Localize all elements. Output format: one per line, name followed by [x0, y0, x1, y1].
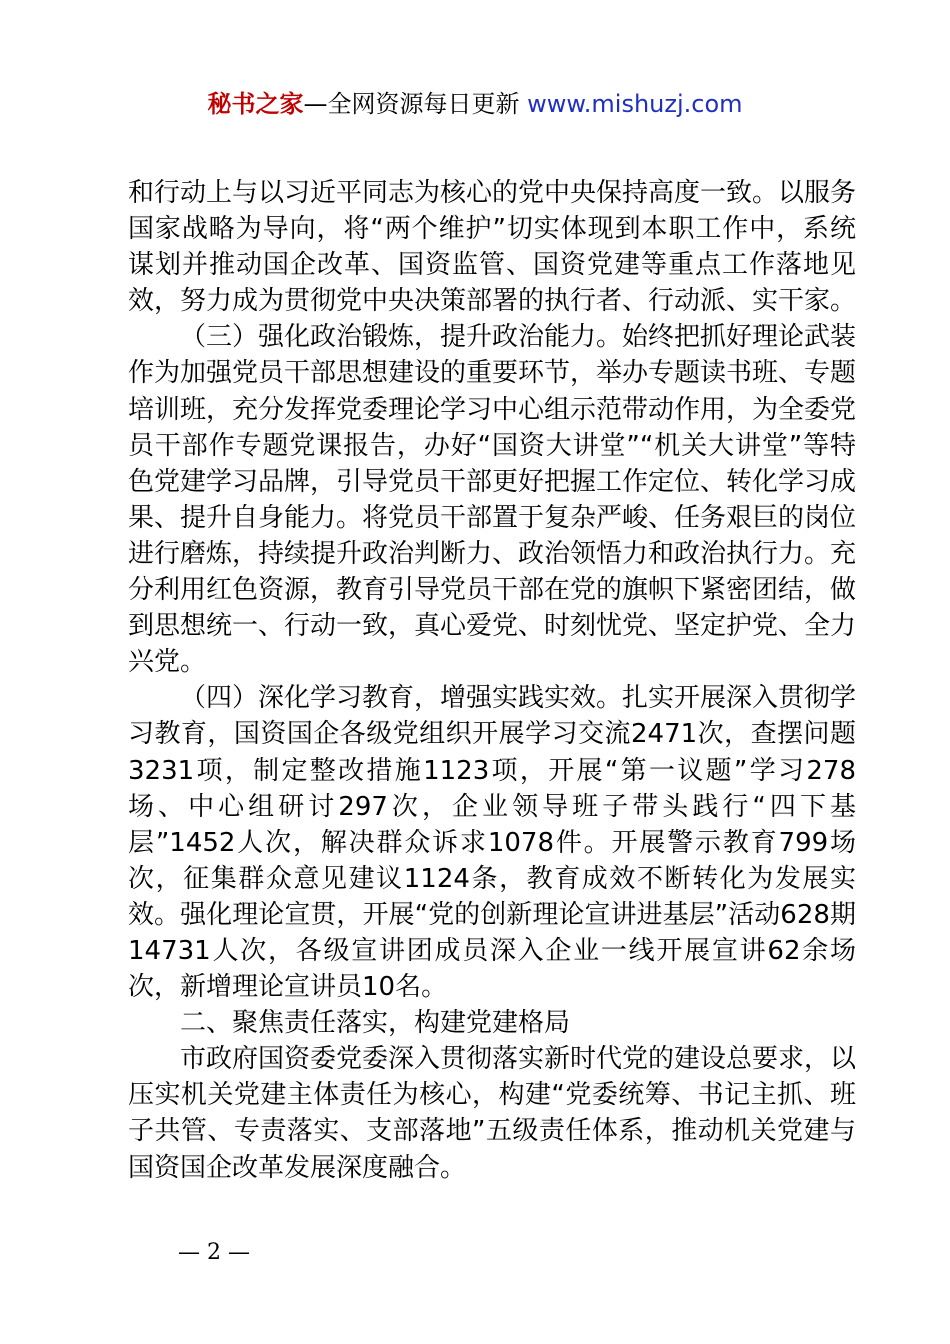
paragraph-section-3: （三）强化政治锻炼，提升政治能力。始终把抓好理论武装作为加强党员干部思想建设的重要环节，举办专题读书班、专题培训班，充分发挥党委理论学习中心组示范带动作用，为全委党员干部作专题党课报告，办好“国资大讲堂”“机关大讲堂”等特色党建学习品牌，引导党员干部更好把握工作定位、转化学习成果、提升自身能力。将党员干部置于复杂严峻、任务艰巨的岗位进行磨炼，持续提升政治判断力、政治领悟力和政治执行力。充分利用红色资源，教育引导党员干部在党的旗帜下紧密团结，做到思想统一、行动一致，真心爱党、时刻忧党、坚定护党、全力兴党。: [128, 322, 857, 678]
paragraph-section-4: （四）深化学习教育，增强实践实效。扎实开展深入贯彻学习教育，国资国企各级党组织开展学习交流2471次，查摆问题3231项，制定整改措施1123项，开展“第一议题”学习278场、中心组研讨297次，企业领导班子带头践行“四下基层”1452人次，解决群众诉求1078件。开展警示教育799场次，征集群众意见建议1124条，教育成效不断转化为发展实效。强化理论宣贯，开展“党的创新理论宣讲进基层”活动628期14731人次，各级宣讲团成员深入企业一线开展宣讲62余场次，新增理论宣讲员10名。: [128, 683, 857, 1003]
page-number: — 2 —: [178, 1240, 250, 1265]
site-brand: 秘书之家: [207, 90, 304, 118]
paragraph-section-2-intro: 市政府国资委党委深入贯彻落实新时代党的建设总要求，以压实机关党建主体责任为核心，构建“党委统筹、书记主抓、班子共管、专责落实、支部落地”五级责任体系，推动机关党建与国资国企改革发展深度融合。: [128, 1044, 857, 1183]
site-header: [0, 88, 950, 120]
site-tagline: —全网资源每日更新: [303, 90, 528, 118]
section-heading-2: 二、聚焦责任落实，构建党建格局: [180, 1008, 571, 1039]
document-body: [128, 175, 856, 1186]
site-url-link[interactable]: www.mishuzj.com: [527, 90, 743, 118]
paragraph-continuation: 和行动上与以习近平同志为核心的党中央保持高度一致。以服务国家战略为导向，将“两个维护”切实体现到本职工作中，系统谋划并推动国企改革、国资监管、国资党建等重点工作落地见效，努力成为贯彻党中央决策部署的执行者、行动派、实干家。: [128, 178, 857, 317]
